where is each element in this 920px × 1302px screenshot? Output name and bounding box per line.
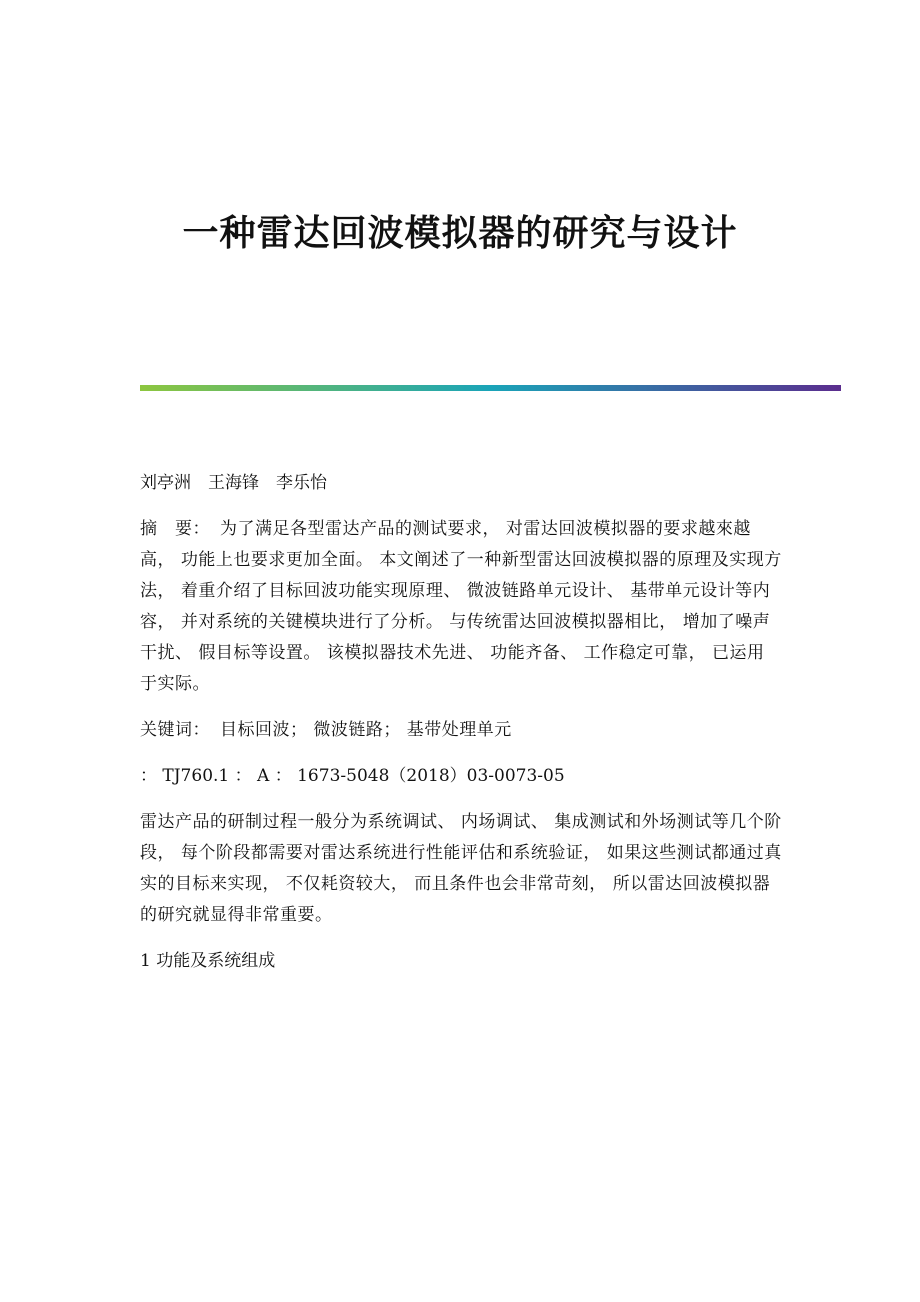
abstract-paragraph <box>140 514 782 700</box>
keywords-text: 目标回波； 微波链路； 基带处理单元 <box>220 720 512 740</box>
document-title: 一种雷达回波模拟器的研究与设计 <box>182 212 738 254</box>
author-list: 刘亭洲 王海锋 李乐怡 <box>140 473 327 493</box>
abstract-text: 为了满足各型雷达产品的测试要求， 对雷达回波模拟器的要求越來越高， 功能上也要求更加全面。 本文阐述了一种新型雷达回波模拟器的原理及实现方法， 着重介绍了目标回波功能实现原理、 微波链路单元设计、 基带单元设计等内容， 并对系统的关键模块进行了分析。 与传统雷达回波模拟器相比， 增加了噪声干扰、 假目标等设置。 该模拟器技术先进、 功能齐备、 工作稳定可靠， 已运用于实际。 <box>140 519 782 694</box>
keywords-label: 关键词： <box>140 720 210 740</box>
keywords-line <box>140 715 782 746</box>
abstract-label: 摘 要： <box>140 519 210 539</box>
document-body <box>140 468 782 977</box>
section-heading: 1 功能及系统组成 <box>140 951 276 971</box>
title-divider <box>140 385 841 391</box>
intro-paragraph: 雷达产品的研制过程一般分为系统调试、 内场调试、 集成测试和外场测试等几个阶段， 每个阶段都需要对雷达系统进行性能评估和系统验证， 如果这些测试都通过真实的目标来实现， 不仅耗资较大， 而且条件也会非常苛刻， 所以雷达回波模拟器的研究就显得非常重要。 <box>140 812 782 925</box>
classification-line: ： TJ760.1 ： A ： 1673-5048（2018）03-0073-05 <box>140 766 565 786</box>
